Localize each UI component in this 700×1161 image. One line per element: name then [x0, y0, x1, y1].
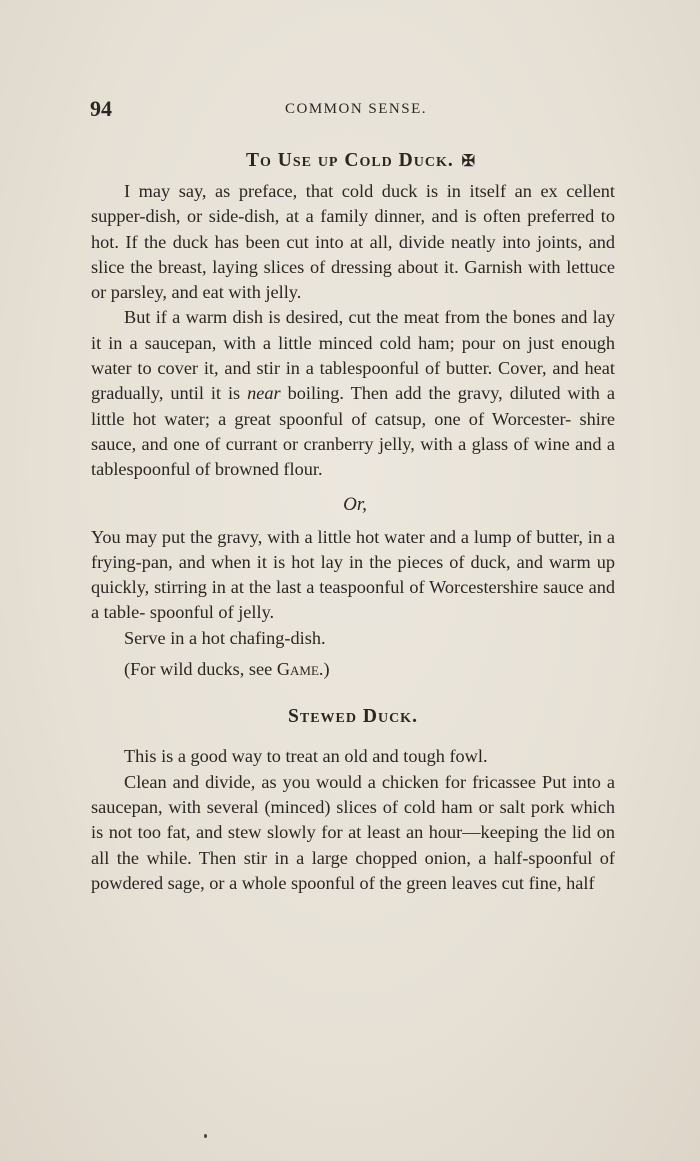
- ink-speck: [204, 1134, 207, 1138]
- running-head: COMMON SENSE.: [285, 101, 428, 117]
- paragraph-text: But if a warm dish is desired, cut the meat from the bones and lay it in a saucepan, with a little minced cold ham; pour on just enough water to cover it, and stir in a tablespoonful of butter. Cover, and heat gradually, until it is: [91, 307, 615, 404]
- emphasis-near: near: [247, 383, 281, 404]
- paragraph-preface: I may say, as preface, that cold duck is in itself an ex cellent supper-dish, or side-dish, at a family dinner, and is often preferred to hot. If the duck has been cut into at all, divide neatly into joints, and slice the breast, laying slices of dressing about it. Garnish with lettuce or parsley, and eat with jelly.: [91, 181, 615, 303]
- recipe-title-cold-duck: [91, 146, 615, 176]
- paragraph-text: boiling. Then add the gravy, diluted with a little hot water; a great spoonful of catsup, one of Worcester- shire sauce, and one of currant or cranberry jelly, with a glass of wine and a tablespoonful of browned flour.: [91, 383, 615, 480]
- paragraph-warm-dish: [91, 305, 615, 482]
- paragraph-text: (For wild ducks, see: [124, 659, 277, 680]
- paragraph-tough-fowl: This is a good way to treat an old and tough fowl.: [124, 746, 488, 767]
- paragraph-serve: Serve in a hot chafing-dish.: [124, 627, 326, 648]
- paragraph-text: ): [323, 659, 330, 680]
- cross-reference-game: Game.: [276, 659, 324, 680]
- paragraph-stew-method: Clean and divide, as you would a chicken for fricassee Put into a saucepan, with several (minced) slices of cold ham or salt pork which is not too fat, and stew slowly for at least an hour—keeping the lid on all the while. Then stir in a large chopped onion, a half-spoonful of powdered sage, or a whole spoonful of the green leaves cut fine, half: [91, 771, 615, 893]
- recipe-title-text: Stewed Duck.: [288, 706, 418, 728]
- page-number: 94: [90, 96, 112, 121]
- section-spacer: [91, 682, 615, 702]
- paragraph-wild-ducks-ref: [91, 657, 615, 682]
- or-divider: Or,: [343, 493, 367, 515]
- page-header: [90, 96, 620, 126]
- recipe-title-text: To Use up Cold Duck.: [245, 150, 454, 171]
- page-body: [91, 146, 615, 896]
- recipe-title-stewed-duck: [91, 702, 615, 732]
- paragraph-frying-pan: You may put the gravy, with a little hot water and a lump of butter, in a frying-pan, and when it is hot lay in the pieces of duck, and warm up quickly, stirring in at the last a teaspoonful of Worcestershire sauce and a table- spoonful of jelly.: [91, 526, 615, 623]
- cross-ornament-icon: ✠: [461, 153, 477, 170]
